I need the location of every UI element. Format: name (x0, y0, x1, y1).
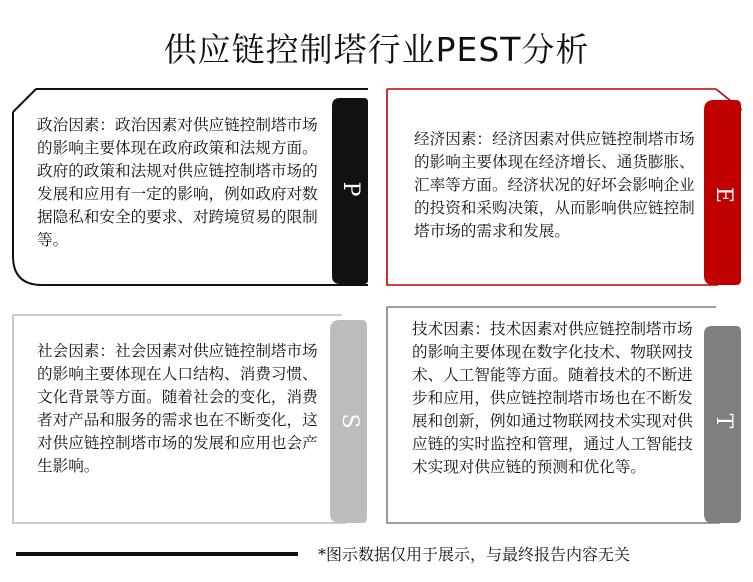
card-letter: S (337, 413, 362, 429)
card-text: 经济因素：经济因素对供应链控制塔市场的影响主要体现在经济增长、通货膨胀、汇率等方面。经济状况的好坏会影响企业的投资和采购决策，从而影响供应链控制塔市场的需求和发展。 (414, 130, 695, 240)
card-text: 技术因素：技术因素对供应链控制塔市场的影响主要体现在数字化技术、物联网技术、人工智能等方面。随着技术的不断进步和应用，供应链控制塔市场也在不断发展和创新，例如通过物联网技术实现对供应链的实时监控和管理，通过人工智能技术实现对供应链的预测和优化等。 (412, 320, 693, 476)
footer-divider (16, 552, 298, 556)
pest-card-political (12, 88, 368, 286)
card-letter: T (711, 413, 736, 429)
pest-card-economic (386, 88, 742, 286)
card-letter: E (711, 186, 736, 204)
page-title: 供应链控制塔行业PEST分析 (163, 30, 590, 69)
card-text: 社会因素：社会因素对供应链控制塔市场的影响主要体现在人口结构、消费习惯、文化背景等方面。随着社会的变化，消费者对产品和服务的需求也在不断变化，这对供应链控制塔市场的发展和应用也会产生影响。 (37, 342, 318, 475)
pest-card-technological (386, 306, 742, 524)
card-letter: P (338, 181, 363, 197)
card-text: 政治因素：政治因素对供应链控制塔市场的影响主要体现在政府政策和法规方面。政府的政策和法规对供应链控制塔市场的发展和应用有一定的影响，例如政府对数据隐私和安全的要求、对跨境贸易的限制等。 (37, 116, 318, 249)
footnote: *图示数据仅用于展示，与最终报告内容无关 (318, 545, 631, 564)
pest-card-social (12, 314, 368, 524)
